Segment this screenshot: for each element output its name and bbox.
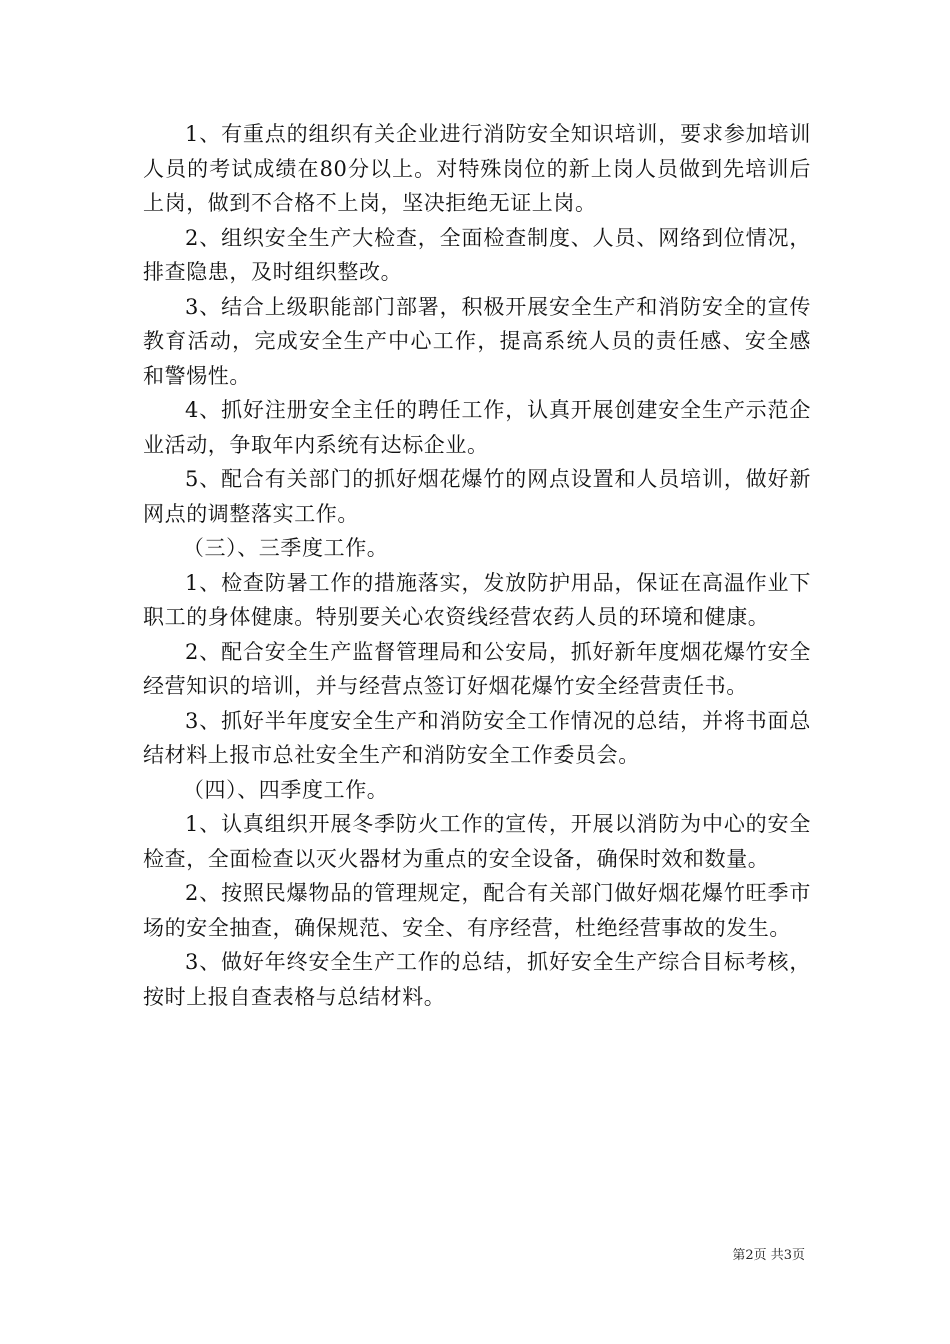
paragraph-q2-item-1: 1、有重点的组织有关企业进行消防安全知识培训，要求参加培训人员的考试成绩在80分以上。对特殊岗位的新上岗人员做到先培训后上岗，做到不合格不上岗，坚决拒绝无证上岗。 xyxy=(143,122,811,215)
paragraph-q3-item-1: 1、检查防暑工作的措施落实，发放防护用品，保证在高温作业下职工的身体健康。特别要关心农资线经营农药人员的环境和健康。 xyxy=(143,570,811,629)
paragraph-q2-item-4: 4、抓好注册安全主任的聘任工作，认真开展创建安全生产示范企业活动，争取年内系统有达标企业。 xyxy=(143,398,811,457)
paragraph-q2-item-2: 2、组织安全生产大检查，全面检查制度、人员、网络到位情况，排查隐患，及时组织整改。 xyxy=(143,225,811,284)
page-footer xyxy=(732,1248,805,1264)
section-heading-q4: （四）、四季度工作。 xyxy=(182,777,389,802)
page-number-label: 第2页 共3页 xyxy=(732,1248,805,1263)
paragraph-q2-item-3: 3、结合上级职能部门部署，积极开展安全生产和消防安全的宣传教育活动，完成安全生产中心工作，提高系统人员的责任感、安全感和警惕性。 xyxy=(143,294,811,388)
document-body xyxy=(143,117,811,1014)
paragraph-q4-item-3: 3、做好年终安全生产工作的总结，抓好安全生产综合目标考核，按时上报自查表格与总结材料。 xyxy=(143,950,811,1009)
paragraph-q3-item-2: 2、配合安全生产监督管理局和公安局，抓好新年度烟花爆竹安全经营知识的培训，并与经营点签订好烟花爆竹安全经营责任书。 xyxy=(143,639,811,698)
section-heading-q3: （三）、三季度工作。 xyxy=(182,536,389,560)
paragraph-q3-item-3: 3、抓好半年度安全生产和消防安全工作情况的总结，并将书面总结材料上报市总社安全生产和消防安全工作委员会。 xyxy=(143,708,811,767)
paragraph-q4-item-1: 1、认真组织开展冬季防火工作的宣传，开展以消防为中心的安全检查，全面检查以灭火器材为重点的安全设备，确保时效和数量。 xyxy=(143,812,811,871)
paragraph-q2-item-5: 5、配合有关部门的抓好烟花爆竹的网点设置和人员培训，做好新网点的调整落实工作。 xyxy=(143,467,811,526)
paragraph-q4-item-2: 2、按照民爆物品的管理规定，配合有关部门做好烟花爆竹旺季市场的安全抽查，确保规范、安全、有序经营，杜绝经营事故的发生。 xyxy=(143,881,811,940)
